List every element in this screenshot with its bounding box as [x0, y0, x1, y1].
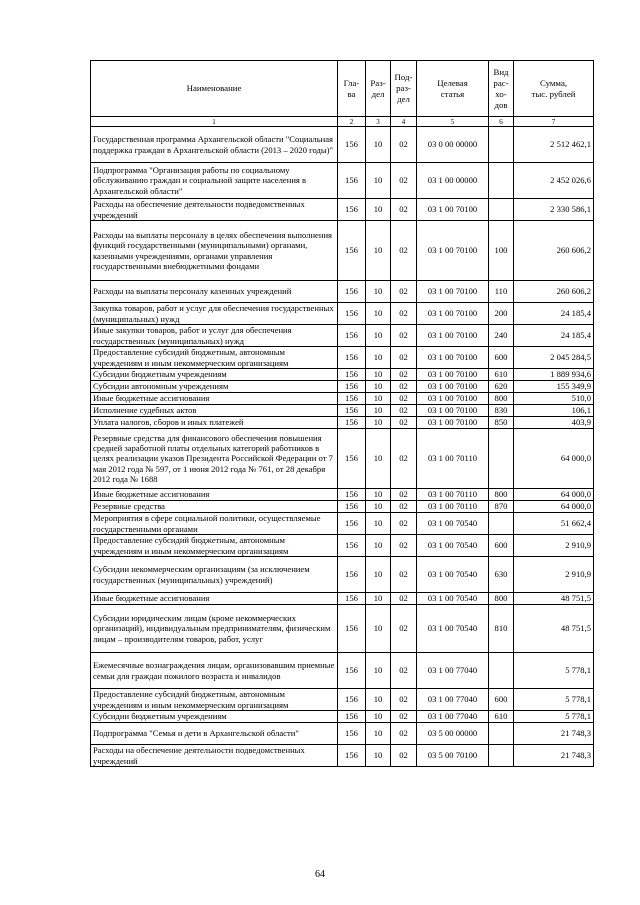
column-number: 2: [338, 117, 366, 127]
row-name: Резервные средства для финансового обеспечения повышения средней заработной платы отдельных категорий работников в целях реализации указов Президента Российской Федерации от 7 мая 2012 года № 597, от 1 июня 2012 года № 761, от 28 декабря 2012 года № 1688: [91, 429, 338, 489]
row-razdel: 10: [366, 605, 391, 653]
row-podrazdel: 02: [391, 369, 417, 381]
row-target: 03 1 00 70100: [417, 405, 489, 417]
row-vid: 620: [489, 381, 514, 393]
row-name: Подпрограмма "Семья и дети в Архангельской области": [91, 723, 338, 745]
row-podrazdel: 02: [391, 689, 417, 711]
row-target: 03 1 00 70540: [417, 593, 489, 605]
header-target: Целевая статья: [417, 61, 489, 117]
header-podrazdel: Под- раз- дел: [391, 61, 417, 117]
row-glava: 156: [338, 513, 366, 535]
row-podrazdel: 02: [391, 513, 417, 535]
row-razdel: 10: [366, 557, 391, 593]
row-sum: 51 662,4: [514, 513, 594, 535]
table-row: [91, 711, 594, 723]
header-razdel: Раз- дел: [366, 61, 391, 117]
row-target: 03 1 00 70100: [417, 221, 489, 281]
row-razdel: 10: [366, 163, 391, 199]
row-glava: 156: [338, 535, 366, 557]
row-name: Исполнение судебных актов: [91, 405, 338, 417]
row-target: 03 1 00 70540: [417, 513, 489, 535]
row-vid: 630: [489, 557, 514, 593]
row-target: 03 1 00 70100: [417, 325, 489, 347]
row-sum: 48 751,5: [514, 605, 594, 653]
row-glava: 156: [338, 405, 366, 417]
row-razdel: 10: [366, 429, 391, 489]
row-name: Иные закупки товаров, работ и услуг для обеспечения государственных (муниципальных) нужд: [91, 325, 338, 347]
row-name: Субсидии бюджетным учреждениям: [91, 711, 338, 723]
row-vid: 110: [489, 281, 514, 303]
row-vid: [489, 723, 514, 745]
row-vid: 830: [489, 405, 514, 417]
table-row: [91, 535, 594, 557]
row-name: Субсидии бюджетным учреждениям: [91, 369, 338, 381]
table-row: [91, 417, 594, 429]
row-razdel: 10: [366, 347, 391, 369]
row-vid: 850: [489, 417, 514, 429]
row-razdel: 10: [366, 723, 391, 745]
row-razdel: 10: [366, 281, 391, 303]
row-podrazdel: 02: [391, 723, 417, 745]
row-target: 03 1 00 70100: [417, 199, 489, 221]
table-row: [91, 369, 594, 381]
column-number-row: [91, 117, 594, 127]
row-razdel: 10: [366, 653, 391, 689]
row-name: Резервные средства: [91, 501, 338, 513]
row-glava: 156: [338, 127, 366, 163]
row-vid: 800: [489, 393, 514, 405]
row-name: Субсидии юридическим лицам (кроме некоммерческих организаций), индивидуальным предпринимателям, физическим лицам – производителям товаров, работ, услуг: [91, 605, 338, 653]
row-sum: 48 751,5: [514, 593, 594, 605]
row-razdel: 10: [366, 369, 391, 381]
row-glava: 156: [338, 281, 366, 303]
header-glava: Гла- ва: [338, 61, 366, 117]
table-row: [91, 221, 594, 281]
row-target: 03 1 00 70110: [417, 501, 489, 513]
row-target: 03 1 00 70540: [417, 535, 489, 557]
table-row: [91, 281, 594, 303]
row-target: 03 1 00 70110: [417, 429, 489, 489]
row-podrazdel: 02: [391, 127, 417, 163]
header-name: Наименование: [91, 61, 338, 117]
row-sum: 2 452 026,6: [514, 163, 594, 199]
row-vid: [489, 429, 514, 489]
row-vid: [489, 653, 514, 689]
row-vid: 870: [489, 501, 514, 513]
row-podrazdel: 02: [391, 303, 417, 325]
row-target: 03 1 00 00000: [417, 163, 489, 199]
row-glava: 156: [338, 653, 366, 689]
column-number: 5: [417, 117, 489, 127]
row-target: 03 1 00 70540: [417, 605, 489, 653]
row-sum: 106,1: [514, 405, 594, 417]
row-podrazdel: 02: [391, 163, 417, 199]
row-name: Государственная программа Архангельской области "Социальная поддержка граждан в Архангельской области (2013 – 2020 годы)": [91, 127, 338, 163]
row-podrazdel: 02: [391, 535, 417, 557]
row-razdel: 10: [366, 381, 391, 393]
row-podrazdel: 02: [391, 711, 417, 723]
row-glava: 156: [338, 325, 366, 347]
row-target: 03 1 00 70110: [417, 489, 489, 501]
table-row: [91, 605, 594, 653]
row-target: 03 1 00 70100: [417, 347, 489, 369]
row-razdel: 10: [366, 513, 391, 535]
row-target: 03 1 00 70100: [417, 393, 489, 405]
table-row: [91, 199, 594, 221]
row-target: 03 5 00 00000: [417, 723, 489, 745]
row-sum: 21 748,3: [514, 745, 594, 767]
table-row: [91, 347, 594, 369]
row-glava: 156: [338, 489, 366, 501]
row-vid: 600: [489, 535, 514, 557]
row-vid: [489, 745, 514, 767]
row-podrazdel: 02: [391, 393, 417, 405]
row-vid: 240: [489, 325, 514, 347]
row-vid: 800: [489, 489, 514, 501]
table-row: [91, 653, 594, 689]
row-glava: 156: [338, 303, 366, 325]
table-row: [91, 127, 594, 163]
row-sum: 64 000,0: [514, 501, 594, 513]
row-podrazdel: 02: [391, 501, 417, 513]
row-sum: 1 889 934,6: [514, 369, 594, 381]
table-row: [91, 557, 594, 593]
row-podrazdel: 02: [391, 405, 417, 417]
table-row: [91, 489, 594, 501]
column-number: 6: [489, 117, 514, 127]
row-podrazdel: 02: [391, 325, 417, 347]
row-sum: 2 910,9: [514, 557, 594, 593]
row-razdel: 10: [366, 325, 391, 347]
row-name: Расходы на обеспечение деятельности подведомственных учреждений: [91, 199, 338, 221]
row-glava: 156: [338, 417, 366, 429]
row-podrazdel: 02: [391, 199, 417, 221]
row-sum: 24 185,4: [514, 303, 594, 325]
row-razdel: 10: [366, 417, 391, 429]
row-vid: 100: [489, 221, 514, 281]
row-sum: 2 512 462,1: [514, 127, 594, 163]
row-podrazdel: 02: [391, 557, 417, 593]
row-glava: 156: [338, 501, 366, 513]
row-podrazdel: 02: [391, 417, 417, 429]
row-vid: 610: [489, 369, 514, 381]
header-vid: Вид рас- хо- дов: [489, 61, 514, 117]
row-name: Уплата налогов, сборов и иных платежей: [91, 417, 338, 429]
table-row: [91, 593, 594, 605]
row-sum: 2 045 284,5: [514, 347, 594, 369]
row-target: 03 1 00 70100: [417, 369, 489, 381]
row-name: Закупка товаров, работ и услуг для обеспечения государственных (муниципальных) нужд: [91, 303, 338, 325]
row-glava: 156: [338, 199, 366, 221]
row-sum: 403,9: [514, 417, 594, 429]
row-podrazdel: 02: [391, 653, 417, 689]
row-name: Расходы на выплаты персоналу в целях обеспечения выполнения функций государственными (муниципальными) органами, казенными учреждениями, органами управления государственными внебюджетными фондами: [91, 221, 338, 281]
row-name: Предоставление субсидий бюджетным, автономным учреждениям и иным некоммерческим организациям: [91, 689, 338, 711]
row-vid: 810: [489, 605, 514, 653]
row-target: 03 1 00 77040: [417, 653, 489, 689]
row-vid: [489, 127, 514, 163]
table-row: [91, 723, 594, 745]
row-podrazdel: 02: [391, 745, 417, 767]
row-target: 03 5 00 70100: [417, 745, 489, 767]
row-razdel: 10: [366, 127, 391, 163]
row-target: 03 1 00 70540: [417, 557, 489, 593]
row-name: Субсидии автономным учреждениям: [91, 381, 338, 393]
column-number: 3: [366, 117, 391, 127]
row-name: Мероприятия в сфере социальной политики, осуществляемые государственными органами: [91, 513, 338, 535]
row-sum: 260 606,2: [514, 221, 594, 281]
column-number: 1: [91, 117, 338, 127]
row-vid: 600: [489, 689, 514, 711]
row-razdel: 10: [366, 405, 391, 417]
row-podrazdel: 02: [391, 605, 417, 653]
page-number: 64: [315, 869, 325, 880]
row-sum: 21 748,3: [514, 723, 594, 745]
row-glava: 156: [338, 429, 366, 489]
row-glava: 156: [338, 711, 366, 723]
row-target: 03 1 00 70100: [417, 281, 489, 303]
header-sum: Сумма, тыс. рублей: [514, 61, 594, 117]
row-podrazdel: 02: [391, 347, 417, 369]
row-vid: [489, 163, 514, 199]
row-name: Расходы на выплаты персоналу казенных учреждений: [91, 281, 338, 303]
row-glava: 156: [338, 163, 366, 199]
budget-table: [90, 60, 594, 767]
row-name: Субсидии некоммерческим организациям (за исключением государственных (муниципальных) учреждений): [91, 557, 338, 593]
row-name: Подпрограмма "Организация работы по социальному обслуживанию граждан и социальной защите населения в Архангельской области": [91, 163, 338, 199]
row-vid: 610: [489, 711, 514, 723]
row-glava: 156: [338, 557, 366, 593]
row-podrazdel: 02: [391, 381, 417, 393]
row-target: 03 1 00 70100: [417, 417, 489, 429]
row-target: 03 1 00 70100: [417, 303, 489, 325]
row-name: Иные бюджетные ассигнования: [91, 489, 338, 501]
row-sum: 510,0: [514, 393, 594, 405]
row-podrazdel: 02: [391, 221, 417, 281]
row-glava: 156: [338, 369, 366, 381]
row-sum: 155 349,9: [514, 381, 594, 393]
row-glava: 156: [338, 347, 366, 369]
row-vid: 600: [489, 347, 514, 369]
row-razdel: 10: [366, 303, 391, 325]
column-number: 7: [514, 117, 594, 127]
row-name: Расходы на обеспечение деятельности подведомственных учреждений: [91, 745, 338, 767]
row-name: Предоставление субсидий бюджетным, автономным учреждениям и иным некоммерческим организациям: [91, 535, 338, 557]
row-razdel: 10: [366, 535, 391, 557]
row-sum: 5 778,1: [514, 653, 594, 689]
row-sum: 5 778,1: [514, 689, 594, 711]
row-vid: [489, 513, 514, 535]
table-row: [91, 393, 594, 405]
row-glava: 156: [338, 393, 366, 405]
row-sum: 5 778,1: [514, 711, 594, 723]
row-sum: 64 000,0: [514, 429, 594, 489]
row-glava: 156: [338, 745, 366, 767]
table-row: [91, 501, 594, 513]
header-row: [91, 61, 594, 117]
row-name: Ежемесячные вознаграждения лицам, организовавшим приемные семьи для граждан пожилого возраста и инвалидов: [91, 653, 338, 689]
table-row: [91, 689, 594, 711]
row-target: 03 1 00 77040: [417, 689, 489, 711]
row-target: 03 1 00 70100: [417, 381, 489, 393]
row-razdel: 10: [366, 501, 391, 513]
row-vid: 800: [489, 593, 514, 605]
row-razdel: 10: [366, 489, 391, 501]
row-name: Иные бюджетные ассигнования: [91, 393, 338, 405]
row-sum: 2 330 586,1: [514, 199, 594, 221]
row-glava: 156: [338, 605, 366, 653]
row-razdel: 10: [366, 593, 391, 605]
row-glava: 156: [338, 221, 366, 281]
row-podrazdel: 02: [391, 489, 417, 501]
row-glava: 156: [338, 689, 366, 711]
row-vid: [489, 199, 514, 221]
row-razdel: 10: [366, 711, 391, 723]
table-row: [91, 381, 594, 393]
row-razdel: 10: [366, 221, 391, 281]
row-vid: 200: [489, 303, 514, 325]
row-razdel: 10: [366, 745, 391, 767]
table-row: [91, 745, 594, 767]
table-row: [91, 303, 594, 325]
table-body: [91, 127, 594, 767]
row-name: Иные бюджетные ассигнования: [91, 593, 338, 605]
row-glava: 156: [338, 593, 366, 605]
row-razdel: 10: [366, 199, 391, 221]
table-row: [91, 429, 594, 489]
row-name: Предоставление субсидий бюджетным, автономным учреждениям и иным некоммерческим организациям: [91, 347, 338, 369]
row-podrazdel: 02: [391, 429, 417, 489]
row-podrazdel: 02: [391, 593, 417, 605]
row-razdel: 10: [366, 689, 391, 711]
row-sum: 24 185,4: [514, 325, 594, 347]
row-podrazdel: 02: [391, 281, 417, 303]
table-row: [91, 325, 594, 347]
row-target: 03 1 00 77040: [417, 711, 489, 723]
row-sum: 64 000,0: [514, 489, 594, 501]
table-row: [91, 405, 594, 417]
table-row: [91, 513, 594, 535]
row-target: 03 0 00 00000: [417, 127, 489, 163]
table-row: [91, 163, 594, 199]
row-sum: 260 606,2: [514, 281, 594, 303]
row-glava: 156: [338, 381, 366, 393]
row-razdel: 10: [366, 393, 391, 405]
row-sum: 2 910,9: [514, 535, 594, 557]
row-glava: 156: [338, 723, 366, 745]
column-number: 4: [391, 117, 417, 127]
